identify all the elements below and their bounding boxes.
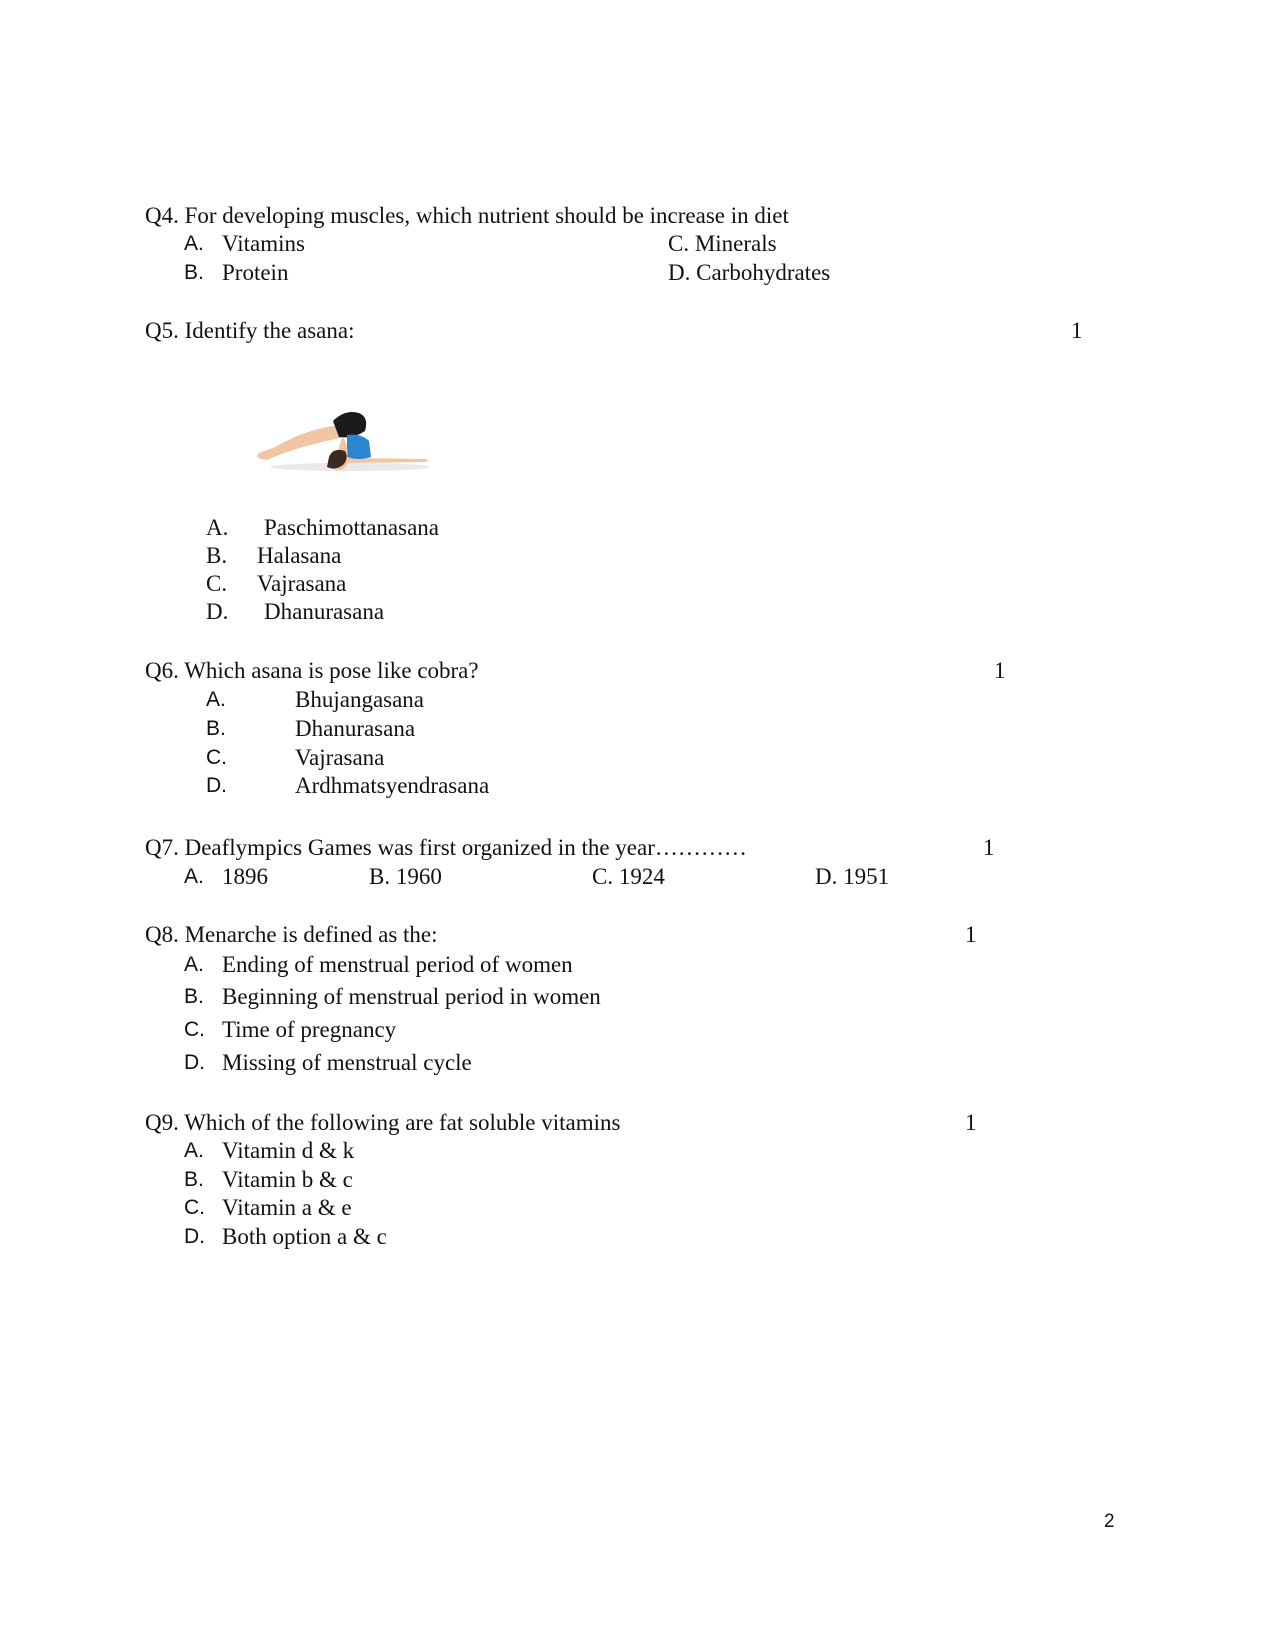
q8-option-b-text: Beginning of menstrual period in women bbox=[222, 984, 601, 1009]
q6-option-a-text: Bhujangasana bbox=[295, 687, 425, 712]
q4-option-b-text: Protein bbox=[222, 260, 289, 285]
q7-option-c: C. 1924 bbox=[592, 864, 665, 889]
q9-option-a-label: A. bbox=[184, 1139, 204, 1162]
q5-marks: 1 bbox=[1071, 318, 1083, 343]
q8-option-a-text: Ending of menstrual period of women bbox=[222, 952, 573, 977]
q9-option-d-label: D. bbox=[184, 1225, 205, 1248]
q4-option-c: C. Minerals bbox=[668, 231, 777, 256]
q4-option-a-label: A. bbox=[184, 232, 204, 255]
q5-option-c-label: C. bbox=[206, 571, 228, 596]
halasana-pose-illustration-icon bbox=[255, 405, 435, 485]
q8-option-c-label: C. bbox=[184, 1018, 205, 1041]
q9-option-d-text: Both option a & c bbox=[222, 1224, 387, 1249]
q9-option-b-text: Vitamin b & c bbox=[222, 1167, 353, 1192]
q7-option-a-text: 1896 bbox=[222, 864, 268, 889]
q5-option-d-label: D. bbox=[206, 599, 229, 624]
q6-option-b-label: B. bbox=[206, 717, 226, 740]
q5-option-a-text: Paschimottanasana bbox=[264, 515, 440, 540]
q8-option-d-label: D. bbox=[184, 1051, 205, 1074]
q5-option-b-text: Halasana bbox=[257, 543, 342, 568]
q8-option-c-text: Time of pregnancy bbox=[222, 1017, 397, 1042]
q8-marks: 1 bbox=[965, 922, 977, 947]
q9-option-c-label: C. bbox=[184, 1196, 205, 1219]
q6-marks: 1 bbox=[994, 658, 1006, 683]
q6-option-d-text: Ardhmatsyendrasana bbox=[295, 773, 490, 798]
q5-option-c-text: Vajrasana bbox=[257, 571, 347, 596]
q7-option-b: B. 1960 bbox=[369, 864, 442, 889]
q4-option-a-text: Vitamins bbox=[222, 231, 305, 256]
q8-option-d-text: Missing of menstrual cycle bbox=[222, 1050, 472, 1075]
q4-option-b-label: B. bbox=[184, 261, 204, 284]
q6-option-d-label: D. bbox=[206, 774, 227, 797]
q5-option-a-label: A. bbox=[206, 515, 229, 540]
page-number: 2 bbox=[1104, 1511, 1115, 1532]
q4-question: Q4. For developing muscles, which nutrient should be increase in diet bbox=[145, 203, 789, 228]
q6-option-a-label: A. bbox=[206, 688, 226, 711]
q9-marks: 1 bbox=[965, 1110, 977, 1135]
q7-option-d: D. 1951 bbox=[815, 864, 890, 889]
q9-option-b-label: B. bbox=[184, 1168, 204, 1191]
q7-marks: 1 bbox=[983, 835, 995, 860]
q5-question: Q5. Identify the asana: bbox=[145, 318, 355, 343]
q8-question: Q8. Menarche is defined as the: bbox=[145, 922, 438, 947]
q9-option-a-text: Vitamin d & k bbox=[222, 1138, 355, 1163]
q6-question: Q6. Which asana is pose like cobra? bbox=[145, 658, 479, 683]
q6-option-c-text: Vajrasana bbox=[295, 745, 385, 770]
q8-option-a-label: A. bbox=[184, 953, 204, 976]
q9-option-c-text: Vitamin a & e bbox=[222, 1195, 352, 1220]
q7-question: Q7. Deaflympics Games was first organized in the year………… bbox=[145, 835, 747, 860]
q5-option-d-text: Dhanurasana bbox=[264, 599, 385, 624]
q7-option-a-label: A. bbox=[184, 865, 204, 888]
q8-option-b-label: B. bbox=[184, 985, 204, 1008]
q9-question: Q9. Which of the following are fat soluble vitamins bbox=[145, 1110, 621, 1135]
q5-option-b-label: B. bbox=[206, 543, 228, 568]
q6-option-b-text: Dhanurasana bbox=[295, 716, 416, 741]
q6-option-c-label: C. bbox=[206, 746, 227, 769]
q4-option-d: D. Carbohydrates bbox=[668, 260, 831, 285]
